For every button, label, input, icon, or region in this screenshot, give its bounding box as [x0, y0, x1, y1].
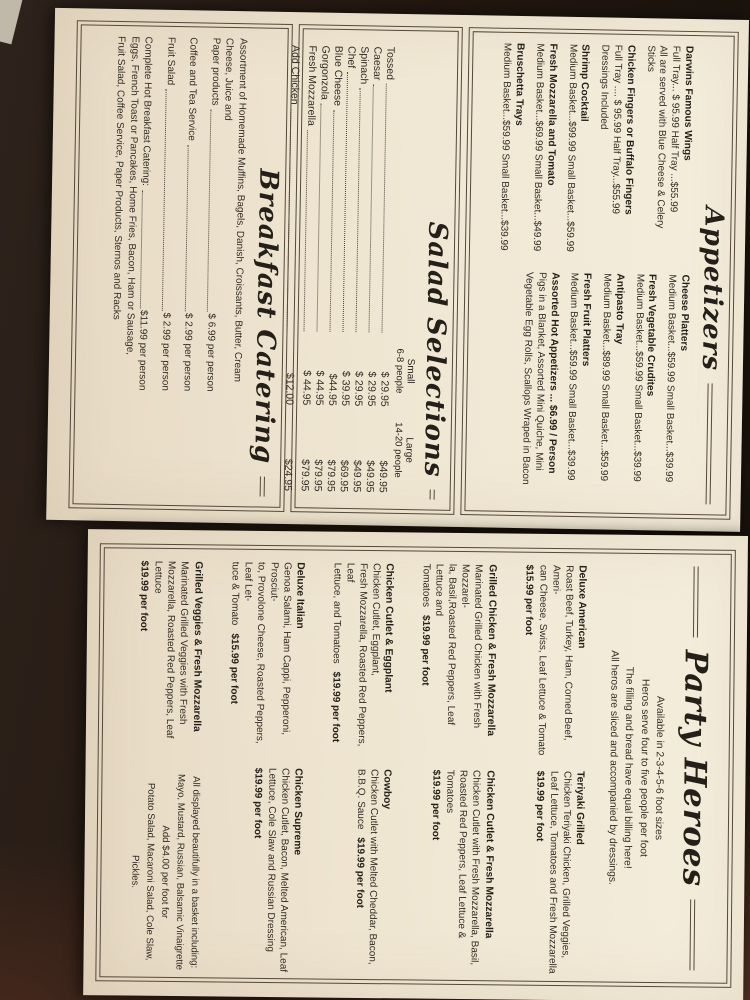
- item-price: $19.99 per foot: [430, 769, 443, 841]
- salad-item-name: Spinach: [357, 46, 371, 85]
- item-desc: Chicken Cutlet, Eggplant, Fresh Mozzarella, Roasted Red Peppers, Leaf Lettuce, and Tomatoes: [330, 562, 382, 747]
- menu-item: [326, 769, 394, 980]
- heading-spacer: [438, 42, 441, 210]
- intro-line: The filling and bread have equal billing here!: [621, 666, 635, 869]
- item-price: $ 2.99 per person: [181, 312, 195, 392]
- party-heroes-section: [95, 543, 736, 988]
- item-label: Complete Hot Breakfast Catering:: [140, 36, 155, 187]
- menu-item: [518, 771, 587, 982]
- menu-item: [416, 769, 497, 980]
- item-name: Deluxe American: [576, 565, 588, 649]
- price-row: [180, 37, 200, 391]
- menu-item: [661, 274, 692, 504]
- item-desc: Marinated Grilled Chicken with Fresh Mozzarel- la, Basil,Roasted Red Peppers, Leaf Lettuce and Tomatoes: [420, 563, 485, 729]
- intro-line: Available in 2-3-4-5-6 foot sizes: [652, 695, 666, 841]
- salad-table-header: [391, 47, 421, 493]
- small-label: Small: [404, 358, 417, 384]
- item-desc: Chicken Teriyaki Chicken, Grilled Veggies, Leaf Lettuce, Tomatoes and Fresh Mozzarella: [546, 770, 573, 974]
- dotted-leader: [368, 84, 373, 332]
- price-small: $44.95: [325, 373, 339, 406]
- menu-item: [596, 273, 627, 503]
- table-corner-sliver: [0, 0, 24, 44]
- appetizers-section: [460, 27, 738, 520]
- menu-item: [518, 272, 561, 502]
- item-name: Assorted Hot Appetizers ... $6.99 / Person: [545, 272, 561, 474]
- party-heroes-heading: Party Heroes: [675, 649, 714, 888]
- heading-spacer: [714, 46, 717, 194]
- dotted-leader: [381, 84, 386, 333]
- item-desc: Full Tray .... $ 95.99 Half Tray...$55.99 Dressings Included: [598, 44, 624, 215]
- item-name: Chicken Fingers or Buffalo Fingers: [622, 44, 637, 215]
- salads-heading: Salad Selections: [417, 221, 453, 478]
- salad-item-name: Chef: [344, 45, 358, 69]
- item-label: Fruit Salad: [164, 36, 177, 86]
- menu-item: [128, 561, 204, 756]
- heroes-grid: [126, 560, 589, 974]
- item-desc: Chicken Cutlet with Fresh Mozzarella, Basil, Roasted Red Peppers, Leaf Lettuce & Tomatoes: [444, 769, 483, 966]
- price-row: [158, 37, 178, 391]
- item-label: Coffee and Tea Service: [186, 37, 200, 141]
- small-sublabel: 6-8 people: [393, 348, 406, 394]
- menu-item: [562, 44, 592, 255]
- dotted-leader: [316, 104, 321, 332]
- price-large: $49.95: [363, 460, 376, 493]
- price-large: $49.95: [376, 460, 389, 493]
- intro-line: Heros serve four to five people per foot: [637, 678, 651, 857]
- menu-item: [108, 36, 155, 391]
- item-name: Teriyaki Grilled: [574, 771, 586, 845]
- item-price: $ 2.99 per person: [159, 312, 172, 391]
- price-small: $ 29.95: [377, 371, 391, 407]
- item-desc: Medium Basket...$59.99 Small Basket...$39.99: [630, 273, 646, 482]
- salad-selections-section: [281, 24, 462, 515]
- dotted-leader: [162, 89, 167, 310]
- menu-item: [158, 37, 178, 391]
- item-desc: Pigs in a Blanket, Assorted Mini Quiche, Mini Vegetable Egg Rolls, Scallops Wraped in Bacon: [519, 271, 548, 485]
- breakfast-items: [107, 36, 250, 496]
- header-spacer: [394, 47, 421, 335]
- heading-spacer: [269, 39, 271, 157]
- price-small: $12.00: [282, 372, 296, 406]
- breakfast-catering-section: [68, 20, 292, 512]
- salad-item-name: Caesar: [370, 46, 384, 81]
- item-name: Chicken Supreme: [291, 768, 304, 856]
- price-small: $ 44.95: [312, 370, 326, 406]
- double-rule: [706, 383, 713, 504]
- menu-item: [594, 44, 637, 255]
- item-name: Chicken Cutlet & Fresh Mozzarella: [482, 770, 496, 939]
- double-rule: [260, 476, 265, 497]
- salad-item-name: Tossed: [383, 46, 397, 81]
- item-label: Paper products: [209, 37, 222, 106]
- price-large: $49.95: [350, 459, 363, 493]
- price-small: $ 29.95: [351, 371, 365, 407]
- appetizers-columns: [486, 43, 695, 504]
- double-rule: [430, 489, 435, 499]
- menu-item: [418, 564, 498, 759]
- price-small: $ 29.95: [364, 371, 378, 407]
- menu-item: [563, 273, 594, 503]
- breakfast-heading-row: [248, 38, 286, 496]
- price-small: $ 44.95: [299, 370, 313, 406]
- item-name: Antipasto Tray: [613, 273, 626, 345]
- price-large: $79.95: [311, 459, 324, 492]
- item-price: $19.99 per foot: [354, 837, 366, 909]
- menu-item: [628, 274, 659, 504]
- menu-item: [224, 767, 305, 978]
- item-name: Fresh Fruit Platters: [580, 272, 593, 367]
- double-rule: [693, 566, 699, 637]
- price-small: $ 39.95: [338, 370, 352, 407]
- item-name: Cheese Platters: [678, 274, 691, 352]
- dotted-leader: [140, 190, 143, 308]
- item-price: $19.99 per foot: [533, 770, 546, 842]
- item-name: Fresh Vegetable Crudites: [644, 273, 658, 397]
- price-large: $69.95: [337, 459, 350, 493]
- item-name: Deluxe Italian: [294, 562, 306, 629]
- item-price: $ 6.99 per person: [204, 313, 217, 392]
- large-column-header: [391, 407, 415, 493]
- dotted-leader: [355, 88, 360, 332]
- large-sublabel: 14-20 people: [392, 422, 405, 478]
- dotted-leader: [207, 109, 212, 311]
- item-desc: Full Tray... $ 95.99 Half Tray ...$55.99 All are served with Blue Cheese & Celery Sticks: [644, 45, 682, 229]
- menu-item: [226, 562, 306, 757]
- item-price: $19.99 per foot: [419, 614, 432, 686]
- dotted-leader: [185, 145, 189, 311]
- price-large: $79.95: [324, 459, 337, 492]
- menu-item: [529, 43, 559, 254]
- menu-item: [329, 563, 396, 758]
- salads-heading-row: [418, 41, 456, 499]
- item-name: Grilled Veggies & Fresh Mozzarella: [190, 561, 204, 732]
- salad-item-name: Gorgonzola: [318, 45, 332, 100]
- salad-item-name: Blue Cheese: [331, 45, 345, 107]
- appetizers-heading-row: [694, 46, 732, 504]
- item-desc: Medium Basket...$69.99 Small Basket...$49.99: [530, 43, 546, 252]
- item-desc: Medium Basket...$59.99 Small Basket...$39.99: [565, 272, 580, 481]
- menu-item: [203, 38, 250, 393]
- item-desc: Eggs, French Toast or Pancakes, Home Fries, Bacon, Ham or Sausage, Fruit Salad, Coffee Service, Paper Products, Sternos and Racks: [111, 35, 141, 356]
- breakfast-heading: Breakfast Catering: [248, 168, 284, 465]
- appetizers-left-column: [491, 43, 696, 257]
- salad-item-name: Add Chicken: [288, 44, 302, 105]
- menu-page-1: [46, 8, 749, 532]
- item-price: $15.99 per foot: [522, 564, 535, 636]
- item-price: $11.99 per person: [136, 309, 150, 391]
- item-desc: Roast Beef, Turkey, Ham, Corned Beef, Ameri- can Cheese, Swiss, Leaf Lettuce & Tomato: [535, 564, 575, 756]
- menu-item: [521, 565, 589, 760]
- item-name: Bruschetta Trays: [513, 42, 526, 126]
- appetizers-right-column: [486, 253, 692, 504]
- price-large: $79.95: [298, 459, 311, 492]
- menu-item: [497, 43, 527, 254]
- item-name: Fresh Mozzarella and Tomato: [544, 43, 559, 186]
- item-name: Cowboy: [381, 769, 394, 810]
- item-desc: Chicken Cutlet with Melted Cheddar, Bacon, B.B.Q. Sauce: [355, 768, 380, 965]
- large-label: Large: [403, 437, 415, 464]
- appetizers-heading: Appetizers: [695, 206, 729, 372]
- menu-item: [180, 37, 200, 391]
- item-desc: Chicken Cutlet, Bacon, Melted American, Leaf Lettuce, Cole Slaw and Russian Dressing: [264, 767, 291, 973]
- item-desc: Genoa Salami, Ham Cappi, Pepperoni, Prosciut- to, Provolone Cheese, Roasted Peppers, Leaf Let- tuce & Tomato: [228, 561, 293, 744]
- item-desc: Assortment of Homemade Muffins, Bagels, Danish, Croissants, Butter, Cream Cheese, Juice and: [222, 37, 249, 383]
- price-large: $24.95: [281, 458, 294, 492]
- party-heroes-heading-row: [674, 566, 714, 970]
- item-price: $19.99 per foot: [329, 671, 342, 743]
- item-desc: Medium Basket...$99.99 Small Basket...$59.99: [563, 43, 579, 252]
- salad-item-name: Fresh Mozzarella: [304, 45, 319, 127]
- dotted-leader: [303, 130, 308, 331]
- menu-page-2: [83, 529, 748, 1000]
- salad-table: [280, 39, 421, 499]
- item-price: $19.99 per foot: [138, 560, 151, 632]
- item-name: Chicken Cutlet & Eggplant: [382, 563, 396, 693]
- menu-item: [640, 45, 696, 257]
- small-column-header: [393, 335, 417, 407]
- item-desc: Marinated Grilled Veggies with Fresh Mozzarella, Roasted Red Peppers, Leaf Lettuce: [152, 560, 191, 739]
- item-name: Shrimp Cocktail: [578, 44, 591, 122]
- party-heroes-intro: [603, 566, 669, 971]
- item-price: $19.99 per foot: [251, 767, 264, 839]
- item-price: $15.99 per foot: [227, 633, 240, 705]
- dotted-leader: [329, 110, 334, 332]
- item-desc: Medium Basket...$59.99 Small Basket...$39.99: [498, 42, 514, 251]
- item-name: Grilled Chicken & Fresh Mozzarella: [484, 564, 498, 737]
- basket-footnote: All displayed beautifully in a basket including: Mayo, Mustard, Russian, Balsamic Vinaigrette Add $4.00 per foot for Potato Salad, Macaroni Salad, Cole Slaw, Pickles.: [129, 773, 202, 971]
- item-desc: Medium Basket...$59.99 Small Basket...$39.99: [663, 274, 678, 483]
- intro-line: All heros are sliced and accompanied by dressings.: [606, 650, 620, 885]
- item-name: Darwins Famous Wings: [681, 45, 695, 161]
- item-desc: Medium Basket...$89.99 Small Basket...$59.99: [597, 273, 613, 482]
- double-rule: [690, 899, 696, 970]
